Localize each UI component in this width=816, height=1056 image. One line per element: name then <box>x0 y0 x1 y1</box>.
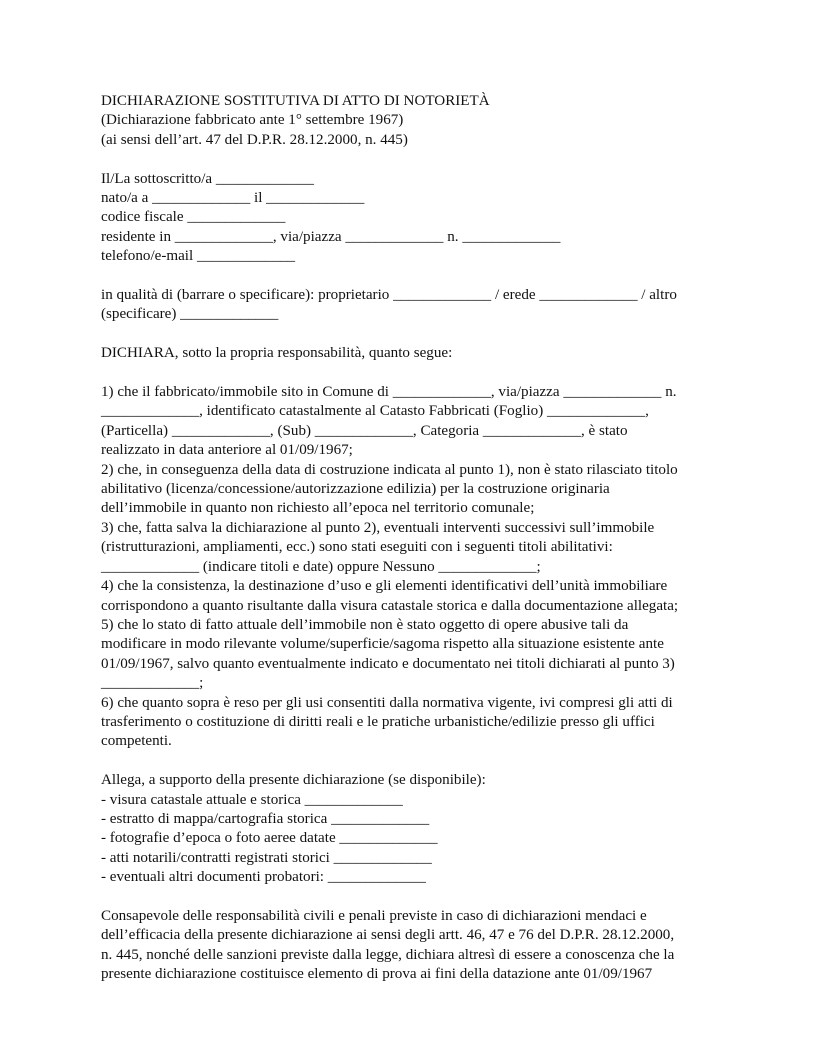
declaration-line: (Particella) _____________, (Sub) _____________, Categoria _____________, è stato <box>101 422 628 439</box>
closing-statement <box>101 907 721 985</box>
spacer <box>101 364 721 383</box>
qualita-line: in qualità di (barrare o specificare): proprietario _____________ / erede _____________ / altro <box>101 287 677 304</box>
declaration-line: (ristrutturazioni, ampliamenti, ecc.) sono stati eseguiti con i seguenti titoli abilitativi: <box>101 539 613 556</box>
qualita-line: (specificare) _____________ <box>101 306 279 323</box>
allega-item: - visura catastale attuale e storica _____________ <box>101 791 403 808</box>
declaration-line: competenti. <box>101 733 172 750</box>
allega-list <box>101 791 721 888</box>
declaration-line: realizzato in data anteriore al 01/09/1967; <box>101 442 353 459</box>
field-residente: residente in _____________, via/piazza _____________ n. _____________ <box>101 228 561 245</box>
document-title: DICHIARAZIONE SOSTITUTIVA DI ATTO DI NOTORIETÀ <box>101 93 490 109</box>
document-header <box>101 92 721 150</box>
declaration-line: 1) che il fabbricato/immobile sito in Comune di _____________, via/piazza _____________ n. <box>101 384 677 401</box>
allega-item: - eventuali altri documenti probatori: _____________ <box>101 869 426 886</box>
field-nato-a: nato/a a _____________ il _____________ <box>101 190 365 207</box>
document-page <box>101 92 721 985</box>
spacer <box>101 888 721 907</box>
personal-fields-block <box>101 170 721 267</box>
dichiara-heading: DICHIARA, sotto la propria responsabilità, quanto segue: <box>101 345 453 362</box>
declaration-line: dell’immobile in quanto non richiesto all’epoca nel territorio comunale; <box>101 500 535 517</box>
document-subtitle: (Dichiarazione fabbricato ante 1° settembre 1967) <box>101 112 404 129</box>
closing-line: presente dichiarazione costituisce elemento di prova ai fini della datazione ante 01/09/1967 <box>101 966 653 983</box>
field-sottoscritto: Il/La sottoscritto/a _____________ <box>101 170 314 187</box>
declaration-line: 01/09/1967, salvo quanto eventualmente indicato e documentato nei titoli dichiarati al punto 3) <box>101 655 675 672</box>
qualita-block <box>101 286 721 325</box>
declaration-line: 3) che, fatta salva la dichiarazione al punto 2), eventuali interventi successivi sull’immobile <box>101 519 655 536</box>
declaration-line: 4) che la consistenza, la destinazione d’uso e gli elementi identificativi dell’unità immobiliare <box>101 578 668 595</box>
allega-item: - atti notarili/contratti registrati storici _____________ <box>101 849 432 866</box>
legal-reference: (ai sensi dell’art. 47 del D.P.R. 28.12.2000, n. 445) <box>101 131 408 148</box>
field-telefono-email: telefono/e-mail _____________ <box>101 248 296 265</box>
declaration-line: corrispondono a quanto risultante dalla visura catastale storica e dalla documentazione allegata; <box>101 597 679 614</box>
declaration-line: 6) che quanto sopra è reso per gli usi consentiti dalla normativa vigente, ivi compresi gli atti di <box>101 694 673 711</box>
declaration-line: _____________ (indicare titoli e date) oppure Nessuno _____________; <box>101 558 541 575</box>
spacer <box>101 325 721 344</box>
declaration-line: trasferimento o costituzione di diritti reali e le pratiche urbanistiche/edilizie presso gli uffici <box>101 713 655 730</box>
spacer <box>101 752 721 771</box>
declaration-line: 2) che, in conseguenza della data di costruzione indicata al punto 1), non è stato rilasciato titolo <box>101 461 678 478</box>
declaration-line: abilitativo (licenza/concessione/autorizzazione edilizia) per la costruzione originaria <box>101 481 610 498</box>
declaration-line: modificare in modo rilevante volume/superficie/sagoma rispetto alla situazione esistente ante <box>101 636 664 653</box>
closing-line: dell’efficacia della presente dichiarazione ai sensi degli artt. 46, 47 e 76 del D.P.R. 28.12.2000, <box>101 927 675 944</box>
spacer <box>101 150 721 169</box>
declaration-block <box>101 383 721 752</box>
closing-line: n. 445, nonché delle sanzioni previste dalla legge, dichiara altresì di essere a conoscenza che la <box>101 946 675 963</box>
declaration-line: _____________, identificato catastalmente al Catasto Fabbricati (Foglio) _____________, <box>101 403 649 420</box>
field-codice-fiscale: codice fiscale _____________ <box>101 209 286 226</box>
declaration-line: 5) che lo stato di fatto attuale dell’immobile non è stato oggetto di opere abusive tali da <box>101 616 629 633</box>
declaration-line: _____________; <box>101 675 204 692</box>
allega-heading: Allega, a supporto della presente dichiarazione (se disponibile): <box>101 772 486 789</box>
spacer <box>101 267 721 286</box>
allega-item: - fotografie d’epoca o foto aeree datate _____________ <box>101 830 438 847</box>
allega-item: - estratto di mappa/cartografia storica _____________ <box>101 810 430 827</box>
closing-line: Consapevole delle responsabilità civili e penali previste in caso di dichiarazioni mendaci e <box>101 907 647 924</box>
